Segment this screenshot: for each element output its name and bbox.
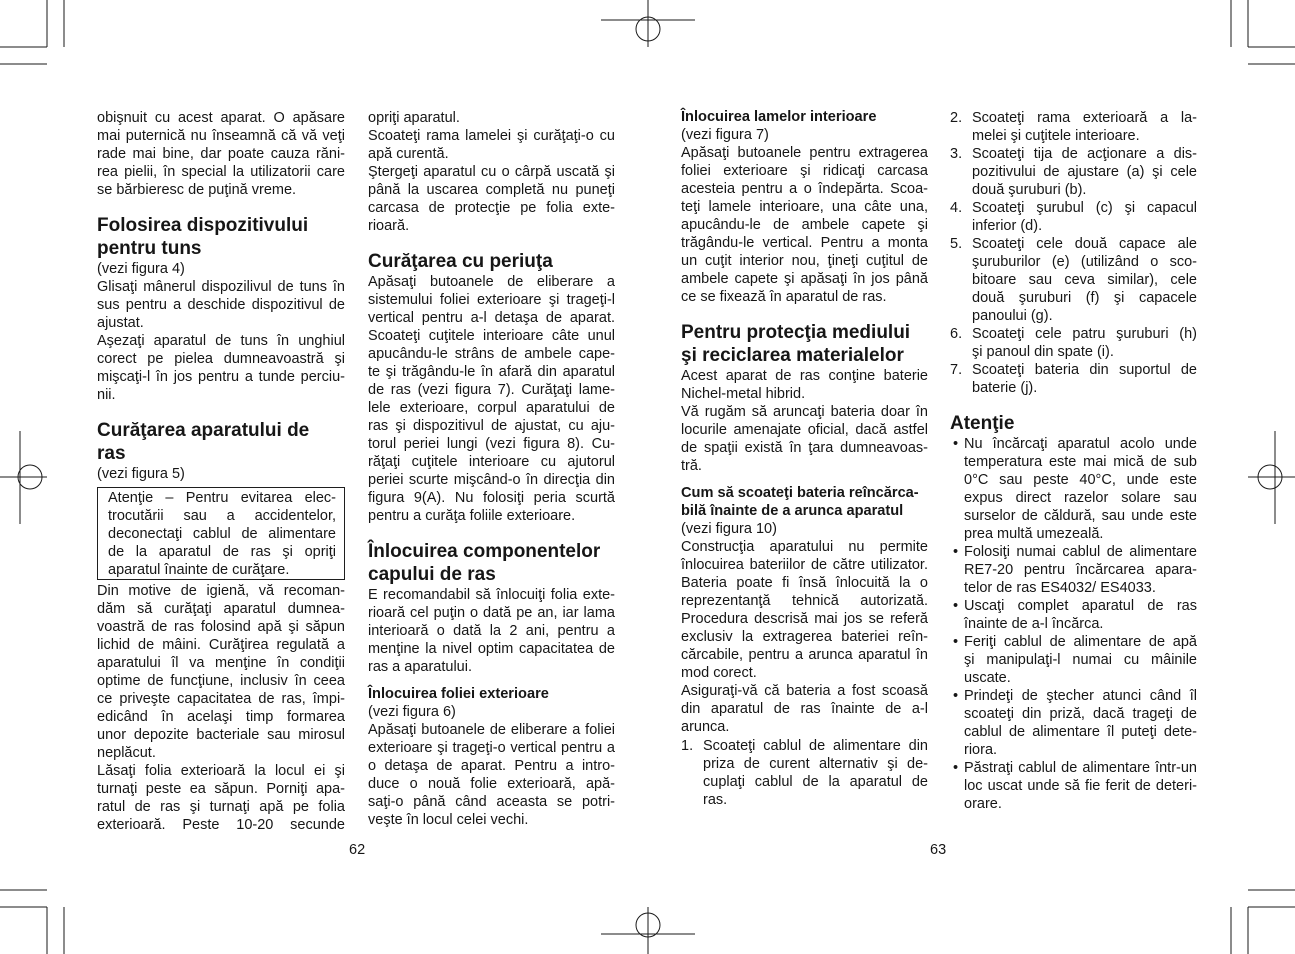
paragraph (97, 582, 345, 762)
paragraph (681, 520, 928, 538)
text-line: (vezi figura 6) (368, 704, 456, 720)
text-line: uscate. (964, 670, 1011, 686)
text-line: Feriţi cablul de alimentare de apă (964, 634, 1197, 650)
text-line: vertical pentru a-l detaşa de aparat. (368, 310, 615, 326)
text-line: tră. (681, 458, 702, 474)
paragraph (681, 367, 928, 403)
crop-mark-bottom-right (1231, 890, 1295, 954)
paragraph (368, 586, 615, 676)
text-line: Aşezaţi aparatul de tuns în unghiul (97, 333, 345, 349)
text-line: acesteia pentru a o îndepărta. Scoa- (681, 181, 928, 197)
text-line: de ras (vezi figura 7). Curăţaţi lame- (368, 382, 615, 398)
registration-mark-bottom (601, 907, 695, 954)
paragraph (368, 163, 615, 235)
text-line: torul periei lungi (vezi figura 8). Cu- (368, 436, 615, 452)
item-number: 3. (950, 146, 963, 162)
text-line: baterie (j). (972, 380, 1038, 396)
text-line: de spaţii există în ţara dumneavoas- (681, 440, 928, 456)
text-line: cuplaţi cablul de la aparatul de (703, 774, 928, 790)
numbered-item (950, 361, 1197, 397)
page-number: 63 (930, 842, 947, 858)
text-line: Curăţarea cu periuţa (368, 251, 553, 272)
text-line: mod corect. (681, 665, 757, 681)
text-line: foliei exterioare şi ridicaţi carcasa (681, 163, 928, 179)
text-line: Atenţie (950, 413, 1015, 434)
text-line: Nu încărcaţi aparatul acolo unde (964, 436, 1197, 452)
text-line: locurile amenajate oficial, dacă astfel (681, 422, 928, 438)
text-line: periei scurte mişcând-o în direcţia din (368, 472, 615, 488)
column-page-62-right (368, 109, 615, 829)
text-line: aparatului îl va menţine în condiţii (97, 655, 345, 671)
text-line: Bateria poate fi însă înlocuită la o (681, 575, 928, 591)
text-line: Scoateţi cablul de alimentare din (703, 738, 928, 754)
text-line: (vezi figura 7) (681, 127, 769, 143)
text-line: riora. (964, 742, 998, 758)
numbered-item (950, 325, 1197, 361)
text-line: de la aparatul de ras şi opriţi (108, 544, 336, 560)
text-line: exterioare şi trageţi-o vertical pentru a (368, 740, 615, 756)
bullet-item (950, 633, 1197, 687)
text-line: mişcaţi-l în jos pentru a tunde perciu- (97, 369, 345, 385)
text-line: până la uscarea completă nu puneţi (368, 182, 615, 198)
section-heading (97, 214, 345, 260)
text-line: Înlocuirea lamelor interioare (681, 109, 877, 125)
text-line: pentru tuns (97, 238, 202, 259)
paragraph (97, 465, 345, 483)
paragraph (681, 126, 928, 144)
text-line: apucându-le de ambele capete şi (681, 217, 928, 233)
text-line: Scoateţi cuţitele interioare câte unul (368, 328, 615, 344)
text-line: bitoare sau ceva similar), cele (972, 272, 1197, 288)
text-line: Scoateţi şurubul (c) şi capacul (972, 200, 1197, 216)
column-page-63-left (681, 108, 928, 809)
text-line: şi manipulaţi-l numai cu mâinile (964, 652, 1197, 668)
text-line: figura 9(A). Nu folosiţi peria scurtă (368, 490, 615, 506)
text-line: şuruburilor (e) (utilizând o sco- (972, 254, 1197, 270)
paragraph (368, 721, 615, 829)
warning-box (97, 487, 345, 580)
text-line: Scoateţi rama exterioară a la- (972, 110, 1197, 126)
text-line: scoateţi din priză, dacă trageţi de (964, 706, 1197, 722)
text-line: (vezi figura 4) (97, 261, 185, 277)
text-line: lichid de mâini. Curăţirea regulată a (97, 637, 345, 653)
subsection-heading (368, 685, 615, 703)
item-number: 1. (681, 738, 694, 754)
text-line: ratul de ras şi turnaţi apă pe folia (97, 799, 345, 815)
paragraph (681, 144, 928, 306)
numbered-item (950, 145, 1197, 199)
text-line: capului de ras (368, 564, 496, 585)
item-number: 7. (950, 362, 963, 378)
text-line: cablul de alimentare îl puteţi dete- (964, 724, 1197, 740)
text-line: reprezentanţă tehnică autorizată. (681, 593, 928, 609)
crop-mark-top-left (0, 0, 64, 64)
text-line: temperatura este mai mică de sub (964, 454, 1197, 470)
text-line: deconectaţi cablul de alimentare (108, 526, 336, 542)
text-line: exclusiv la extragerea bateriei reîn- (681, 629, 928, 645)
page-number: 62 (349, 842, 366, 858)
text-line: ajustat. (97, 315, 144, 331)
text-line: Uscaţi complet aparatul de ras (964, 598, 1197, 614)
column-page-63-right (950, 109, 1197, 813)
text-line: Prindeţi de ştecher atunci când îl (964, 688, 1197, 704)
paragraph (97, 332, 345, 404)
text-line: ras şi dispozitivul de ajustat, cu aju- (368, 418, 615, 434)
text-line: pozitivului de ajustare (a) şi cele (972, 164, 1197, 180)
text-line: apucându-le strâns de ambele cape- (368, 346, 615, 362)
numbered-list (681, 737, 928, 809)
text-line: apă curentă. (368, 146, 449, 162)
paragraph (368, 109, 615, 127)
text-line: două şuruburi (b). (972, 182, 1087, 198)
text-line: pentru a curăţa foliile exterioare. (368, 508, 576, 524)
text-line: cărcabile, pentru a arunca aparatul în (681, 647, 928, 663)
section-heading (368, 540, 615, 586)
text-line: Scoateţi cele două capace ale (972, 236, 1197, 252)
paragraph (681, 538, 928, 682)
text-line: Păstraţi cablul de alimentare într-un (964, 760, 1197, 776)
text-line: şi reciclarea materialelor (681, 345, 904, 366)
bullet-item (950, 543, 1197, 597)
text-line: priza de curent alternativ şi de- (703, 756, 928, 772)
section-heading (368, 250, 615, 273)
text-line: carcasa de protecţie pe folia exte- (368, 200, 615, 216)
text-line: Apăsaţi butoanele pentru extragerea (681, 145, 928, 161)
text-line: Apăsaţi butoanele de eliberare a (368, 274, 615, 290)
bullet-icon: • (953, 688, 959, 704)
paragraph (368, 703, 615, 721)
text-line: Înlocuirea foliei exterioare (368, 686, 549, 702)
text-line: şi panoul din spate (i). (972, 344, 1114, 360)
item-number: 2. (950, 110, 963, 126)
text-line: Atenţie – Pentru evitarea elec- (108, 490, 336, 506)
text-line: sus pentru a deschide dispozitivul de (97, 297, 345, 313)
item-number: 5. (950, 236, 963, 252)
text-line: Construcţia aparatului nu permite (681, 539, 928, 555)
bullet-icon: • (953, 436, 959, 452)
text-line: trocutării sau a accidentelor, (108, 508, 336, 524)
text-line: lele exterioare, corpul aparatului de (368, 400, 615, 416)
numbered-item (950, 199, 1197, 235)
paragraph (97, 762, 345, 834)
item-number: 4. (950, 200, 963, 216)
registration-mark-right (1248, 431, 1295, 524)
text-line: 0°C sau peste 40°C, unde este (964, 472, 1197, 488)
text-line: (vezi figura 5) (97, 466, 185, 482)
numbered-item (681, 737, 928, 809)
text-line: edicând în acelaşi timp formarea (97, 709, 345, 725)
text-line: Folosirea dispozitivului (97, 215, 309, 236)
text-line: răţaţi cuţitele interioare cu ajutorul (368, 454, 615, 470)
paragraph (368, 273, 615, 525)
text-line: aparatul înainte de curăţare. (108, 562, 290, 578)
text-line: (vezi figura 10) (681, 521, 777, 537)
bullet-item (950, 597, 1197, 633)
text-line: Apăsaţi butoanele de eliberare a foliei (368, 722, 615, 738)
item-number: 6. (950, 326, 963, 342)
section-heading (950, 412, 1197, 435)
text-line: Cum să scoateţi bateria reîncărca- (681, 485, 919, 501)
text-line: corect pe pielea dumneavoastră şi (97, 351, 345, 367)
text-line: Din motive de igienă, vă recoman- (97, 583, 345, 599)
section-heading (97, 419, 345, 465)
paragraph (681, 403, 928, 475)
text-line: înainte de a-l încărca. (964, 616, 1104, 632)
text-line: Asiguraţi-vă că bateria a fost scoasă (681, 683, 928, 699)
text-line: voastră de ras folosind apă şi săpun (97, 619, 345, 635)
bullet-icon: • (953, 760, 959, 776)
text-line: Folosiţi numai cablul de alimentare (964, 544, 1197, 560)
bullet-item (950, 687, 1197, 759)
text-line: veşte în locul celei vechi. (368, 812, 529, 828)
text-line: obişnuit cu acest aparat. O apăsare (97, 110, 345, 126)
text-line: se bărbieresc de puţină vreme. (97, 182, 297, 198)
text-line: două şuruburi (f) şi capacele (972, 290, 1197, 306)
paragraph (368, 127, 615, 163)
text-line: neplăcut. (97, 745, 156, 761)
text-line: ras. (703, 792, 728, 808)
text-line: trăgându-le vertical. Pentru a monta (681, 235, 928, 251)
text-line: Scoateţi rama lamelei şi curăţaţi-o cu (368, 128, 615, 144)
text-line: ce se fixează în aparatul de ras. (681, 289, 887, 305)
text-line: teţi lamele interioare, una câte una, (681, 199, 928, 215)
registration-mark-left (0, 431, 47, 524)
text-line: Scoateţi tija de acţionare a dis- (972, 146, 1197, 162)
subsection-heading (681, 108, 928, 126)
subsection-heading (681, 484, 928, 520)
paragraph (97, 260, 345, 278)
text-line: Nichel-metal hibrid. (681, 386, 806, 402)
text-line: rade mai bine, dar poate cauza răni- (97, 146, 345, 162)
text-line: un cuţit interior nou, ţineţi cuţitul de (681, 253, 928, 269)
text-line: Lăsaţi folia exterioară la locul ei şi (97, 763, 345, 779)
text-line: panoului (g). (972, 308, 1053, 324)
text-line: Scoateţi bateria din suportul de (972, 362, 1197, 378)
numbered-item (950, 109, 1197, 145)
text-line: Curăţarea aparatului de (97, 420, 310, 441)
text-line: dăm să curăţaţi aparatul dumnea- (97, 601, 345, 617)
text-line: telor de ras ES4032/ ES4033. (964, 580, 1156, 596)
text-line: ce priveşte capacitatea de ras, împi- (97, 691, 345, 707)
bullet-icon: • (953, 634, 959, 650)
text-line: inferior (d). (972, 218, 1043, 234)
text-line: rioară. (368, 218, 410, 234)
text-line: rioară cel puţin o dată pe an, iar lama (368, 605, 615, 621)
numbered-list (950, 109, 1197, 397)
text-line: rea pielii, în special la utilizatorii care (97, 164, 345, 180)
text-line: sistemului foliei exterioare şi trageţi-l (368, 292, 615, 308)
text-line: Vă rugăm să aruncaţi bateria doar în (681, 404, 928, 420)
text-line: Glisaţi mânerul dispozilivul de tuns în (97, 279, 345, 295)
text-line: bilă înainte de a arunca aparatul (681, 503, 904, 519)
bullet-icon: • (953, 598, 959, 614)
text-line: melei şi cuţitele interioare. (972, 128, 1140, 144)
text-line: Acest aparat de ras conţine baterie (681, 368, 928, 384)
text-line: ras (97, 443, 126, 464)
text-line: arunca. (681, 719, 730, 735)
text-line: surselor de căldură, sau unde este (964, 508, 1197, 524)
registration-mark-top (601, 0, 695, 47)
bullet-item (950, 435, 1197, 543)
text-line: prea multă umezeală. (964, 526, 1104, 542)
bullet-item (950, 759, 1197, 813)
text-line: RE7-20 pentru încărcarea apara- (964, 562, 1197, 578)
text-line: loc uscat unde să fie ferit de deteri- (964, 778, 1197, 794)
text-line: înlocuirea bateriilor de către utilizator. (681, 557, 928, 573)
text-line: mai puternică nu înseamnă că vă veţi (97, 128, 345, 144)
text-line: Procedura descrisă mai jos se referă (681, 611, 928, 627)
text-line: interioară o dată la 2 ani, pentru a (368, 623, 615, 639)
text-line: expus direct razelor solare sau (964, 490, 1197, 506)
text-line: ambele capete şi apăsaţi în jos până (681, 271, 928, 287)
text-line: ras a aparatului. (368, 659, 472, 675)
text-line: menţine la nivel optim capacitatea de (368, 641, 615, 657)
paragraph (97, 278, 345, 332)
text-line: duce o nouă folie exterioară, apă- (368, 776, 615, 792)
text-line: te şi trăgându-le în afară din aparatul (368, 364, 615, 380)
text-line: E recomandabil să înlocuiţi folia exte- (368, 587, 615, 603)
text-line: o detaşa de aparat. Pentru a intro- (368, 758, 615, 774)
numbered-item (950, 235, 1197, 325)
crop-mark-bottom-left (0, 890, 64, 954)
section-heading (681, 321, 928, 367)
text-line: unor depozite bacteriale sau mirosul (97, 727, 345, 743)
text-line: nii. (97, 387, 116, 403)
bullet-list (950, 435, 1197, 813)
text-line: Scoateţi cele patru şuruburi (h) (972, 326, 1197, 342)
text-line: Înlocuirea componentelor (368, 541, 601, 562)
text-line: saţi-o până când aceasta se potri- (368, 794, 615, 810)
text-line: Ştergeţi aparatul cu o cârpă uscată şi (368, 164, 615, 180)
text-line: Pentru protecţia mediului (681, 322, 911, 343)
text-line: exterioară. Peste 10-20 secunde (97, 817, 345, 833)
text-line: din aparatul de ras înainte de a-l (681, 701, 928, 717)
paragraph (681, 682, 928, 736)
text-line: opriţi aparatul. (368, 110, 460, 126)
bullet-icon: • (953, 544, 959, 560)
paragraph (97, 109, 345, 199)
text-line: orare. (964, 796, 1002, 812)
text-line: optime de funcţiune, inclusiv în ceea (97, 673, 345, 689)
text-line: turnaţi peste ea săpun. Porniţi apa- (97, 781, 345, 797)
column-page-62-left (97, 109, 345, 834)
crop-mark-top-right (1231, 0, 1295, 64)
